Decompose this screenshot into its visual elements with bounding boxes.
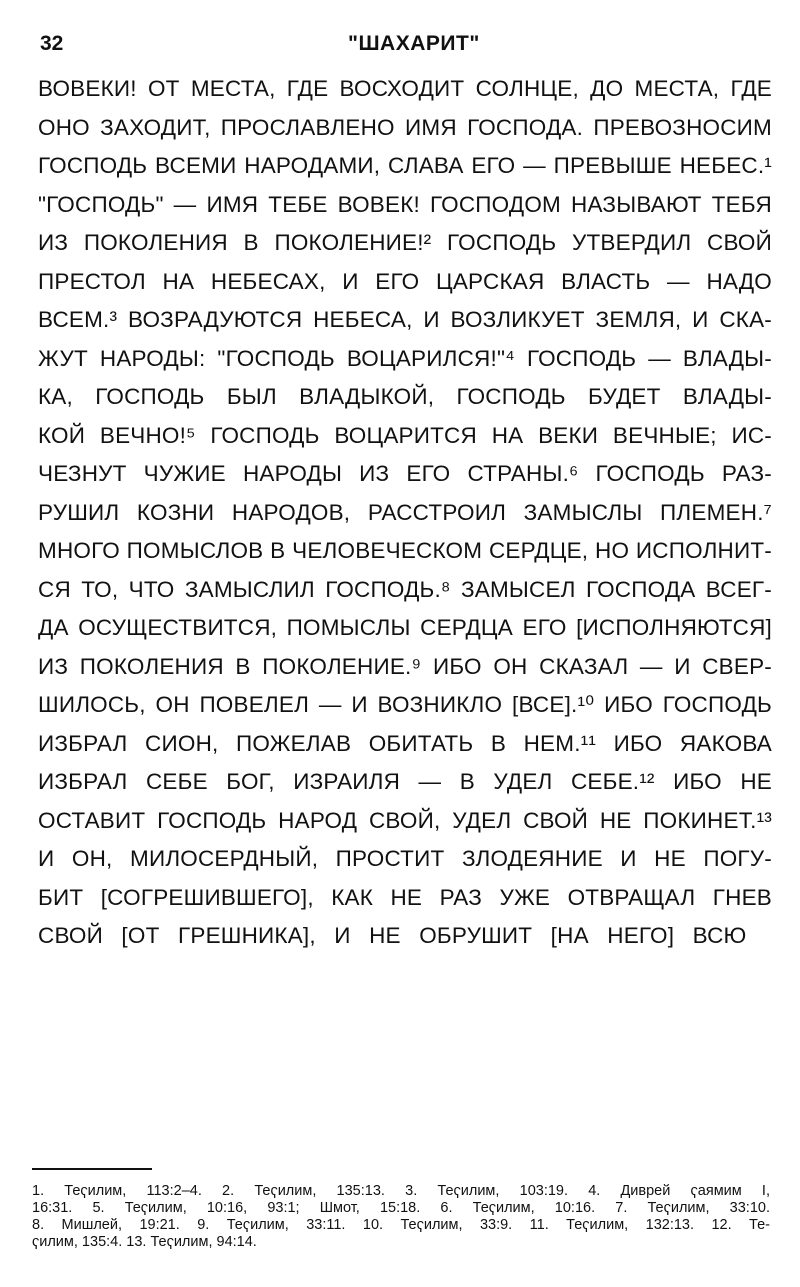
text-line: ЖУТ НАРОДЫ: "ГОСПОДЬ ВОЦАРИЛСЯ!"⁴ ГОСПОДЬ — ВЛАДЫ-: [38, 345, 772, 371]
text-line: ДА ОСУЩЕСТВИТСЯ, ПОМЫСЛЫ СЕРДЦА ЕГО [ИСПОЛНЯЮТСЯ]: [38, 615, 772, 640]
footnotes: [32, 1183, 770, 1251]
main-text: [38, 70, 772, 956]
text-line: КА, ГОСПОДЬ БЫЛ ВЛАДЫКОЙ, ГОСПОДЬ БУДЕТ ВЛАДЫ-: [38, 384, 772, 409]
text-line: БИТ [СОГРЕШИВШЕГО], КАК НЕ РАЗ УЖЕ ОТВРАЩАЛ ГНЕВ: [38, 884, 772, 910]
text-line: ВСЕМ.³ ВОЗРАДУЮТСЯ НЕБЕСА, И ВОЗЛИКУЕТ ЗЕМЛЯ, И СКА-: [38, 307, 772, 332]
footnote-divider: [32, 1168, 152, 1170]
text-line: ЧЕЗНУТ ЧУЖИЕ НАРОДЫ ИЗ ЕГО СТРАНЫ.⁶ ГОСПОДЬ РАЗ-: [38, 461, 772, 486]
text-line: КОЙ ВЕЧНО!⁵ ГОСПОДЬ ВОЦАРИТСЯ НА ВЕКИ ВЕЧНЫЕ; ИС-: [38, 422, 772, 448]
text-line: ИЗБРАЛ СЕБЕ БОГ, ИЗРАИЛЯ — В УДЕЛ СЕБЕ.¹² ИБО НЕ: [38, 769, 772, 794]
footnote-line: ҁилим, 135:4. 13. Теҁилим, 94:14.: [32, 1234, 257, 1250]
text-line: ОСТАВИТ ГОСПОДЬ НАРОД СВОЙ, УДЕЛ СВОЙ НЕ ПОКИНЕТ.¹³: [38, 807, 772, 833]
text-line: ВОВЕКИ! ОТ МЕСТА, ГДЕ ВОСХОДИТ СОЛНЦЕ, ДО МЕСТА, ГДЕ: [38, 76, 772, 101]
text-line: "ГОСПОДЬ" — ИМЯ ТЕБЕ ВОВЕК! ГОСПОДОМ НАЗЫВАЮТ ТЕБЯ: [38, 191, 772, 217]
running-title: "ШАХАРИТ": [348, 32, 480, 55]
text-line: ИЗ ПОКОЛЕНИЯ В ПОКОЛЕНИЕ!² ГОСПОДЬ УТВЕРДИЛ СВОЙ: [38, 230, 772, 255]
text-line: ОНО ЗАХОДИТ, ПРОСЛАВЛЕНО ИМЯ ГОСПОДА. ПРЕВОЗНОСИМ: [38, 114, 772, 140]
text-line: ПРЕСТОЛ НА НЕБЕСАХ, И ЕГО ЦАРСКАЯ ВЛАСТЬ — НАДО: [38, 268, 772, 294]
text-line: И ОН, МИЛОСЕРДНЫЙ, ПРОСТИТ ЗЛОДЕЯНИЕ И НЕ ПОГУ-: [38, 846, 772, 871]
text-line: ИЗБРАЛ СИОН, ПОЖЕЛАВ ОБИТАТЬ В НЕМ.¹¹ ИБО ЯАКОВА: [38, 730, 772, 756]
text-line: СЯ ТО, ЧТО ЗАМЫСЛИЛ ГОСПОДЬ.⁸ ЗАМЫСЕЛ ГОСПОДА ВСЕГ-: [38, 576, 772, 602]
footnote-line: 1. Теҁилим, 113:2–4. 2. Теҁилим, 135:13. 3. Теҁилим, 103:19. 4. Диврей ҁаямим I,: [32, 1183, 770, 1199]
text-line: МНОГО ПОМЫСЛОВ В ЧЕЛОВЕЧЕСКОМ СЕРДЦЕ, НО ИСПОЛНИТ-: [38, 538, 772, 563]
text-line: ИЗ ПОКОЛЕНИЯ В ПОКОЛЕНИЕ.⁹ ИБО ОН СКАЗАЛ — И СВЕР-: [38, 653, 772, 679]
text-line: ГОСПОДЬ ВСЕМИ НАРОДАМИ, СЛАВА ЕГО — ПРЕВЫШЕ НЕБЕС.¹: [38, 153, 772, 178]
text-line: СВОЙ [ОТ ГРЕШНИКА], И НЕ ОБРУШИТ [НА НЕГО] ВСЮ: [38, 923, 747, 948]
footnote-line: 8. Мишлей, 19:21. 9. Теҁилим, 33:11. 10. Теҁилим, 33:9. 11. Теҁилим, 132:13. 12. Те-: [32, 1217, 770, 1233]
page-number: 32: [40, 32, 64, 55]
text-line: РУШИЛ КОЗНИ НАРОДОВ, РАССТРОИЛ ЗАМЫСЛЫ ПЛЕМЕН.⁷: [38, 499, 772, 525]
page-header: [40, 32, 772, 58]
text-line: ШИЛОСЬ, ОН ПОВЕЛЕЛ — И ВОЗНИКЛО [ВСЕ].¹⁰ ИБО ГОСПОДЬ: [38, 692, 772, 717]
footnote-line: 16:31. 5. Теҁилим, 10:16, 93:1; Шмот, 15:18. 6. Теҁилим, 10:16. 7. Теҁилим, 33:10.: [32, 1200, 770, 1216]
